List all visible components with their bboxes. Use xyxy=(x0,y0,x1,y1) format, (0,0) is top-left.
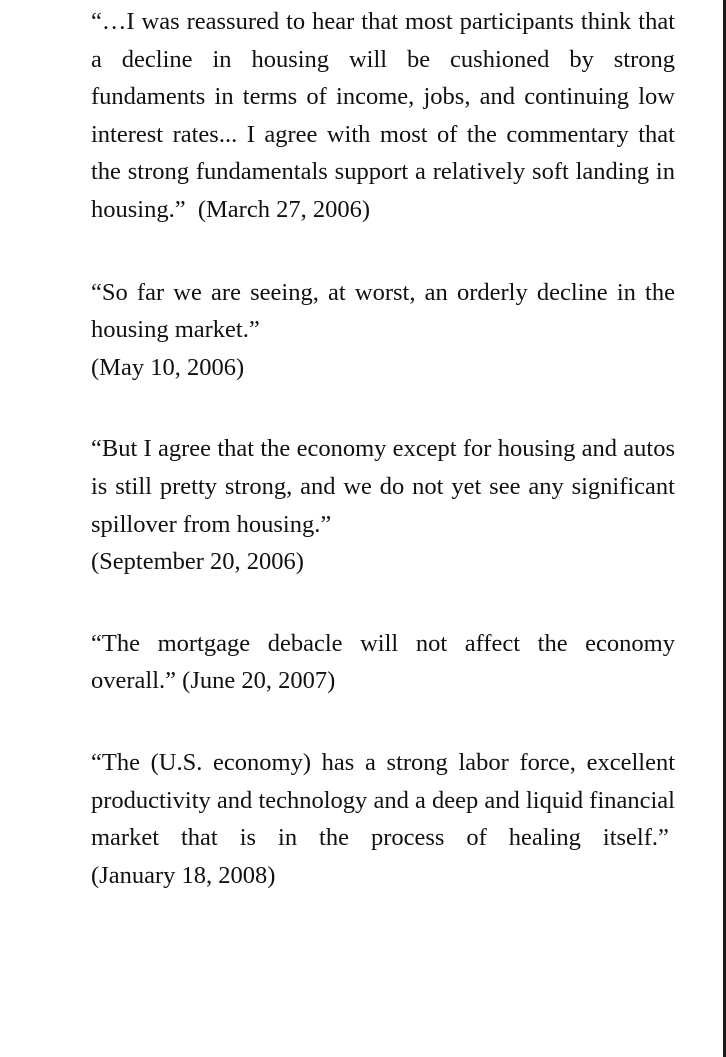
quote-paragraph xyxy=(91,625,675,700)
quote-paragraph xyxy=(91,3,675,229)
quote-date: (May 10, 2006) xyxy=(91,353,245,381)
quote-paragraph xyxy=(91,274,675,387)
quote-text: “The (U.S. economy) has a strong labor force, excellent productivity and technology and a deep and liquid financial market that is in the process of healing itself.” xyxy=(91,748,675,852)
quote-text: “…I was reassured to hear that most participants think that a decline in housing will be cushioned by strong fundaments in terms of income, jobs, and continuing low interest rates... I agree with most of the commentary that the strong fundamentals support a relatively soft landing in housing.” xyxy=(91,8,675,223)
quote-date: (March 27, 2006) xyxy=(197,195,370,223)
quote-text: “So far we are seeing, at worst, an orderly decline in the housing market.” xyxy=(91,278,675,344)
quote-paragraph xyxy=(91,744,675,894)
quote-date: (June 20, 2007) xyxy=(182,667,336,695)
quote-date: (January 18, 2008) xyxy=(91,861,276,889)
quote-list xyxy=(91,3,675,894)
quote-date: (September 20, 2006) xyxy=(91,548,304,576)
quote-text: “But I agree that the economy except for housing and autos is still pretty strong, and we do not yet see any significant spillover from housing.” xyxy=(91,435,675,538)
quote-text: “The mortgage debacle will not affect the economy overall.” xyxy=(91,629,675,695)
quote-paragraph xyxy=(91,430,675,580)
